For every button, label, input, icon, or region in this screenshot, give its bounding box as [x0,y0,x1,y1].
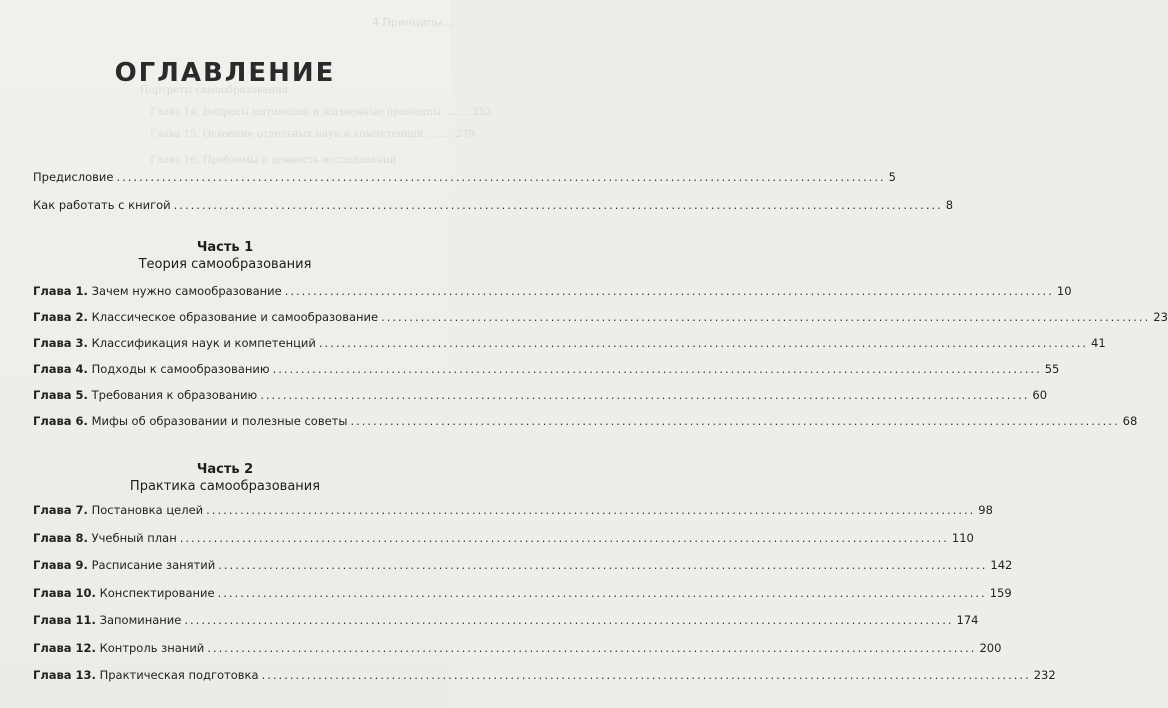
dot-leader [381,310,1150,324]
toc-entry-preface[interactable] [33,170,896,184]
dot-leader [206,503,975,517]
dot-leader [319,336,1088,350]
dot-leader [350,414,1119,428]
toc-page-number: 174 [956,613,979,627]
chapter-title: Классификация наук и компетенций [91,336,316,350]
toc-chapter-entry[interactable] [33,640,1002,655]
toc-chapter-entry[interactable] [33,310,1168,324]
chapter-number: Глава 8. [33,530,88,545]
toc-chapter-entry[interactable] [33,530,974,545]
toc-page-number: 5 [888,170,896,184]
toc-chapter-entry[interactable] [33,668,1056,682]
dot-leader [218,586,987,600]
chapter-title: Практическая подготовка [99,668,259,682]
toc-chapter-entry[interactable] [33,284,1072,298]
chapter-title: Подходы к самообразованию [91,362,270,376]
dot-leader [116,170,885,184]
toc-entry-label [33,586,215,600]
toc-entry-label: Как работать с книгой [33,198,171,212]
toc-page-number: 23 [1153,310,1168,324]
dot-leader [260,388,1029,402]
toc-chapter-entry[interactable] [33,414,1138,428]
chapter-title: Запоминание [99,613,182,627]
toc-page-number: 110 [951,530,974,545]
part-number: Часть 2 [196,462,254,477]
toc-chapter-entry[interactable] [33,503,993,517]
toc-page-number: 8 [945,198,954,212]
bleed-line: Глава 14. Вопросы мотивации и жизненные принципы ........ 252 [150,107,492,118]
toc-entry-label [33,336,316,350]
chapter-number: Глава 3. [33,336,88,350]
toc-page-number: 55 [1044,362,1060,376]
toc-chapter-entry[interactable] [33,585,1012,600]
chapter-number: Глава 4. [33,362,88,376]
toc-page-number: 98 [978,503,993,517]
chapter-number: Глава 5. [33,388,88,402]
dot-leader [184,613,953,627]
chapter-number: Глава 13. [33,668,96,682]
toc-chapter-entry[interactable] [33,613,979,627]
chapter-title: Классическое образование и самообразование [91,310,379,324]
toc-page-number: 142 [990,558,1013,572]
dot-leader [174,198,943,212]
dot-leader [285,284,1054,298]
part-name: Теория самообразования [138,257,312,272]
bleed-running-head: 4 Принципы... [372,16,454,29]
bleed-line: Портреты самообразования [140,85,289,96]
chapter-title: Постановка целей [91,503,204,517]
toc-entry-label [33,613,181,627]
toc-chapter-entry[interactable] [33,388,1048,402]
chapter-title: Расписание занятий [91,558,216,572]
chapter-number: Глава 10. [33,585,96,600]
toc-entry-label [33,310,378,324]
dot-leader [262,668,1031,682]
dot-leader [180,531,949,545]
chapter-title: Конспектирование [99,585,215,600]
toc-entry-label [33,641,204,655]
chapter-title: Мифы об образовании и полезные советы [91,414,348,428]
bleed-through-text [0,0,492,708]
chapter-number: Глава 12. [33,640,96,655]
dot-leader [207,641,976,655]
page-title: ОГЛАВЛЕНИЕ [114,58,336,88]
toc-page-number: 232 [1033,668,1056,682]
chapter-number: Глава 11. [33,613,96,627]
chapter-title: Требования к образованию [91,388,258,402]
dot-leader [273,362,1042,376]
chapter-number: Глава 7. [33,503,88,517]
toc-page-number: 200 [979,640,1002,655]
toc-chapter-entry[interactable] [33,558,1013,572]
toc-page-number: 159 [989,585,1012,600]
toc-page-number: 68 [1122,414,1138,428]
toc-entry-label [33,388,257,402]
toc-entry-label [33,414,347,428]
toc-chapter-entry[interactable] [33,336,1106,350]
chapter-number: Глава 6. [33,414,88,428]
part-name: Практика самообразования [129,479,321,494]
dot-leader [218,558,987,572]
chapter-title: Учебный план [91,530,177,545]
chapter-title: Зачем нужно самообразование [91,284,282,298]
toc-entry-label [33,284,282,298]
toc-entry-label [33,362,270,376]
toc-page-number: 41 [1091,336,1106,350]
bleed-line: Глава 16. Проблемы и ценность исследований [150,155,397,166]
toc-page-number: 10 [1056,284,1072,298]
toc-entry-label: Предисловие [33,170,114,184]
toc-entry-label [33,558,215,572]
chapter-number: Глава 1. [33,284,88,298]
bleed-line: Глава 15. Освоение отдельных наук и компетенций ........ 279 [150,129,475,140]
chapter-title: Контроль знаний [99,640,205,655]
toc-page-number: 60 [1032,388,1048,402]
chapter-number: Глава 2. [33,310,88,324]
toc-entry-label [33,503,203,517]
toc-entry-label [33,531,177,545]
toc-entry-how-to[interactable] [33,198,954,212]
toc-chapter-entry[interactable] [33,362,1060,376]
toc-entry-label [33,668,259,682]
chapter-number: Глава 9. [33,558,88,572]
part-number: Часть 1 [196,240,254,255]
